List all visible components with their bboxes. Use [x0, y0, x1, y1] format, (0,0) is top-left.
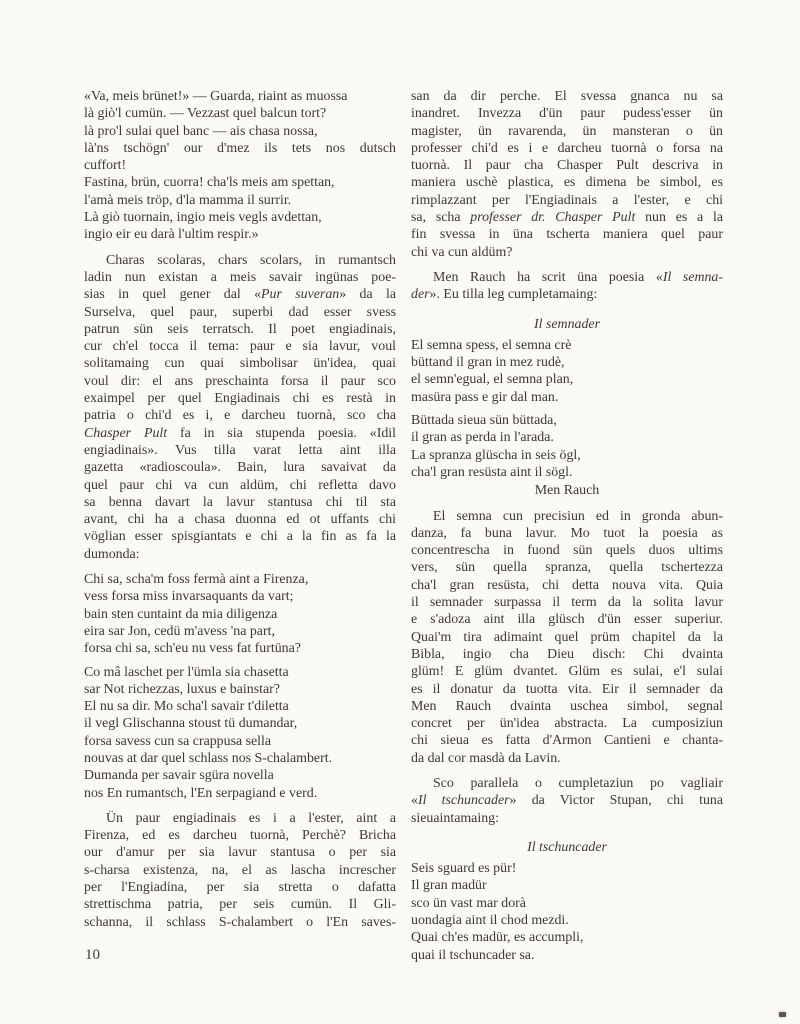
page-number: 10: [85, 947, 100, 963]
paragraph-line: Charas scolaras, chars scolars, in rumantsch: [106, 252, 396, 268]
paragraph-line: tuornà. Il paur cha Chasper Pult descriva in: [411, 158, 723, 174]
paragraph-line: il semnader surpassa il term da la solita lavur: [411, 595, 723, 611]
paragraph-line: e s'adoza aint illa glüsch d'ün esser superiur.: [411, 612, 723, 628]
italic-text: Pur suveran: [261, 287, 340, 303]
poem-line: El semna spess, el semna crè: [411, 337, 572, 353]
paragraph-line: sieuaintamaing:: [411, 810, 499, 826]
paragraph-line: Sco parallela o cumpletaziun po vagliair: [433, 775, 723, 791]
paragraph-line: rimplazzant per l'Engiadinais a l'ester, e chi: [411, 192, 723, 208]
paragraph-line: Quai'm tira adimaint quel prüm chapitel da la: [411, 629, 723, 645]
paragraph-line: chi sieua es fatta d'Armon Cantieni e chanta-: [411, 733, 723, 749]
paragraph-line: glüm! E glüm dvantet. Glüm es sulai, e'l sulai: [411, 664, 723, 680]
italic-text: Chasper Pult: [84, 425, 168, 441]
heading-block: Il semnader: [534, 316, 600, 332]
paragraph-line: Surselva, quel paur, superbi dad esser svess: [84, 304, 396, 320]
paragraph-line: our d'amur per sia lavur stantusa o per sia: [84, 845, 396, 861]
poem-line: cha'l gran resüsta aint il sögl.: [411, 464, 573, 480]
paragraph-line: s-charsa existenza, na, el as lascha increscher: [84, 862, 396, 878]
poem-line: l'amà meis tröp, d'la mamma il surrir.: [84, 192, 292, 208]
poem-line: forsa chi sa, sch'eu nu vess fat furtüna?: [84, 641, 301, 657]
poem-block: [84, 571, 396, 657]
italic-text: Il semna-: [662, 269, 723, 285]
paragraph-line: Firenza, ed es darcheu tuornà, Perchè? Bricha: [84, 828, 396, 844]
paragraph-line: strettischma patria, per seis cumün. Il Gli-: [84, 897, 396, 913]
poem-line: cuffort!: [84, 158, 127, 174]
poem-line: Co mâ laschet per l'ümla sia chasetta: [84, 664, 289, 680]
poem-line: Büttada sieua sün büttada,: [411, 413, 557, 429]
paragraph-line: vöglian esser spisgiantats e chi a la fin as fa la: [84, 529, 396, 545]
attribution-block: Men Rauch: [534, 483, 600, 499]
poem-line: il gran as perda in l'arada.: [411, 430, 554, 446]
paragraph-line: dumonda:: [84, 546, 140, 562]
poem-line: là giò'l cumün. — Vezzast quel balcun tort?: [84, 106, 327, 122]
poem-line: Seis sguard es pür!: [411, 861, 517, 877]
right-text-column: [411, 88, 723, 964]
paragraph-block: [411, 775, 723, 827]
paragraph-line: concentrescha in fuond sün quels duos ultims: [411, 543, 723, 559]
paragraph-line: sa benna davart la lavur stantusa chi til sta: [84, 494, 396, 510]
poem-line: büttand il gran in mez rudè,: [411, 355, 565, 371]
paragraph-line: voul dir: el ans preschainta forsa il paur sco: [84, 373, 396, 389]
poem-line: La spranza glüscha in seis ögl,: [411, 447, 581, 463]
poem-line: «Va, meis brünet!» — Guarda, riaint as muossa: [84, 89, 348, 104]
poem-line: forsa savess cun sa crappusa sella: [84, 733, 272, 749]
paragraph-line: cur ch'el tocca il tema: paur e sia lavur, voul: [84, 339, 396, 355]
poem-line: sar Not richezzas, luxus e bainstar?: [84, 681, 280, 697]
paragraph-line: magister, ün ravarenda, ün mansteran o ün: [411, 123, 723, 139]
poem-line: masüra pass e gir dal man.: [411, 389, 559, 405]
paragraph-line: solitamaing cun quai simbolisar ün'idea, quai: [84, 356, 396, 372]
poem-line: ingio eir eu darà l'ultim respir.»: [84, 227, 259, 243]
paragraph-line: sa, scha professer dr. Chasper Pult nun es a la: [411, 210, 724, 226]
poem-line: El nu sa dir. Mo scha'l savair t'diletta: [84, 699, 289, 715]
poem-line: vess forsa miss invarsaquants da vart;: [84, 589, 294, 605]
poem-block: [411, 337, 723, 406]
poem-block: [411, 860, 723, 964]
paragraph-line: professer chi'd es i e darcheu tuornà o forsa na: [411, 140, 723, 156]
poem-block: [84, 88, 396, 244]
poem-line: là'ns tschögn' our d'mez ils tets nos dutsch: [84, 140, 396, 156]
paragraph-block: [411, 508, 723, 767]
paragraph-line: Men Rauch dvainta uschea simbol, segnal: [411, 698, 723, 714]
paragraph-line: patrun sün seis terratsch. Il poet engiadinais,: [84, 321, 396, 337]
paragraph-block: [84, 810, 396, 931]
paragraph-line: Chasper Pult fa in sia stupenda poesia. «Idil: [84, 425, 396, 441]
scan-artifact-speck: [779, 1012, 786, 1017]
paragraph-line: El semna cun precisiun ed in gronda abun-: [433, 508, 723, 524]
paragraph-line: «Il tschuncader» da Victor Stupan, chi tuna: [411, 793, 723, 809]
poem-line: uondagia aint il chod mezdi.: [411, 913, 569, 929]
paragraph-line: avant, chi ha a chasa duonna ed ot uffants chi: [84, 512, 396, 528]
paragraph-line: vers, sün quella spranza, quella tschertezza: [411, 560, 723, 576]
poem-line: eira sar Jon, cedü m'avess 'na part,: [84, 623, 275, 639]
poem-line: el semn'egual, el semna plan,: [411, 372, 574, 388]
paragraph-line: inandret. Invezza d'ün paur pudess'esser ün: [411, 106, 723, 122]
poem-line: quai il tschuncader sa.: [411, 947, 535, 963]
paragraph-line: ladin nun existan a meis savair ingünas poe-: [84, 269, 396, 285]
paragraph-block: [84, 252, 396, 563]
poem-line: il vegl Glischanna stoust tü dumandar,: [84, 716, 298, 732]
paragraph-line: maniera uschè plastica, es dimena be simbol, es: [411, 175, 723, 191]
paragraph-line: sias in quel gener dal «Pur suveran» da la: [84, 287, 396, 303]
poem-line: Quai ch'es madür, es accumpli,: [411, 930, 584, 946]
left-text-column: [84, 88, 396, 931]
poem-line: là pro'l sulai quel banc — ais chasa nossa,: [84, 123, 318, 139]
italic-text: der: [411, 287, 430, 303]
poem-line: Il gran madür: [411, 878, 487, 894]
paragraph-line: chi va cun aldüm?: [411, 244, 513, 260]
paragraph-line: concret per ün'idea abstracta. La cumposiziun: [411, 716, 723, 732]
paragraph-line: der». Eu tilla leg cumpletamaing:: [411, 287, 598, 303]
paragraph-line: da dal cor masdà da Lavin.: [411, 750, 561, 766]
paragraph-line: Men Rauch ha scrit üna poesia «Il semna-: [433, 269, 723, 285]
paragraph-line: gazetta «radioscoula». Bain, lura savaivat da: [84, 460, 396, 476]
poem-line: sco ün vast mar dorà: [411, 895, 526, 911]
paragraph-line: schanna, il schlass S-chalambert o l'En saves-: [84, 914, 396, 930]
poem-line: bain sten cuntaint da mia diligenza: [84, 606, 278, 622]
paragraph-block: [411, 88, 723, 261]
paragraph-line: fin svessa in üna tscherta maniera quel paur: [411, 227, 723, 243]
paragraph-line: san da dir perche. El svessa gnanca nu sa: [411, 89, 723, 104]
poem-block: [411, 412, 723, 481]
paragraph-line: per l'Engiadina, per sia stretta o dafatta: [84, 880, 396, 896]
heading-block: Il tschuncader: [527, 839, 607, 855]
poem-line: nos En rumantsch, l'En serpagiand e verd.: [84, 785, 318, 801]
paragraph-line: Ün paur engiadinais es i a l'ester, aint a: [106, 810, 396, 826]
poem-block: [84, 664, 396, 802]
paragraph-line: quel paur chi va cun aldüm, chi refletta davo: [84, 477, 396, 493]
paragraph-line: cha'l gran resüsta, chi detta nouva vita. Quia: [411, 577, 723, 593]
paragraph-line: patria o chi'd es i, e darcheu tuornà, sco cha: [84, 408, 396, 424]
paragraph-block: [411, 269, 723, 304]
italic-text: Il tschuncader: [417, 793, 510, 809]
paragraph-line: engiadinais». Vus tilla varat letta aint illa: [84, 442, 396, 458]
paragraph-line: exaimpel per quel Engiadinais chi es restà in: [84, 391, 396, 407]
poem-line: Fastina, brün, cuorra! cha'ls meis am spettan,: [84, 175, 335, 191]
paragraph-line: Bibla, ingio cha Dieu disch: Chi dvainta: [411, 646, 723, 662]
paragraph-line: danza, fa buna lavur. Mo tuot la poesia as: [411, 525, 723, 541]
poem-line: Chi sa, scha'm foss fermà aint a Firenza,: [84, 572, 309, 588]
poem-line: Là giò tuornain, ingio meis vegls avdettan,: [84, 210, 322, 226]
poem-line: nouvas at dar quel schlass nos S-chalambert.: [84, 750, 333, 766]
paragraph-line: es il donatur da tuotta vita. Eir il semnader da: [411, 681, 723, 697]
italic-text: professer dr. Chasper Pult: [470, 210, 636, 226]
poem-line: Dumanda per savair sgüra novella: [84, 768, 274, 784]
